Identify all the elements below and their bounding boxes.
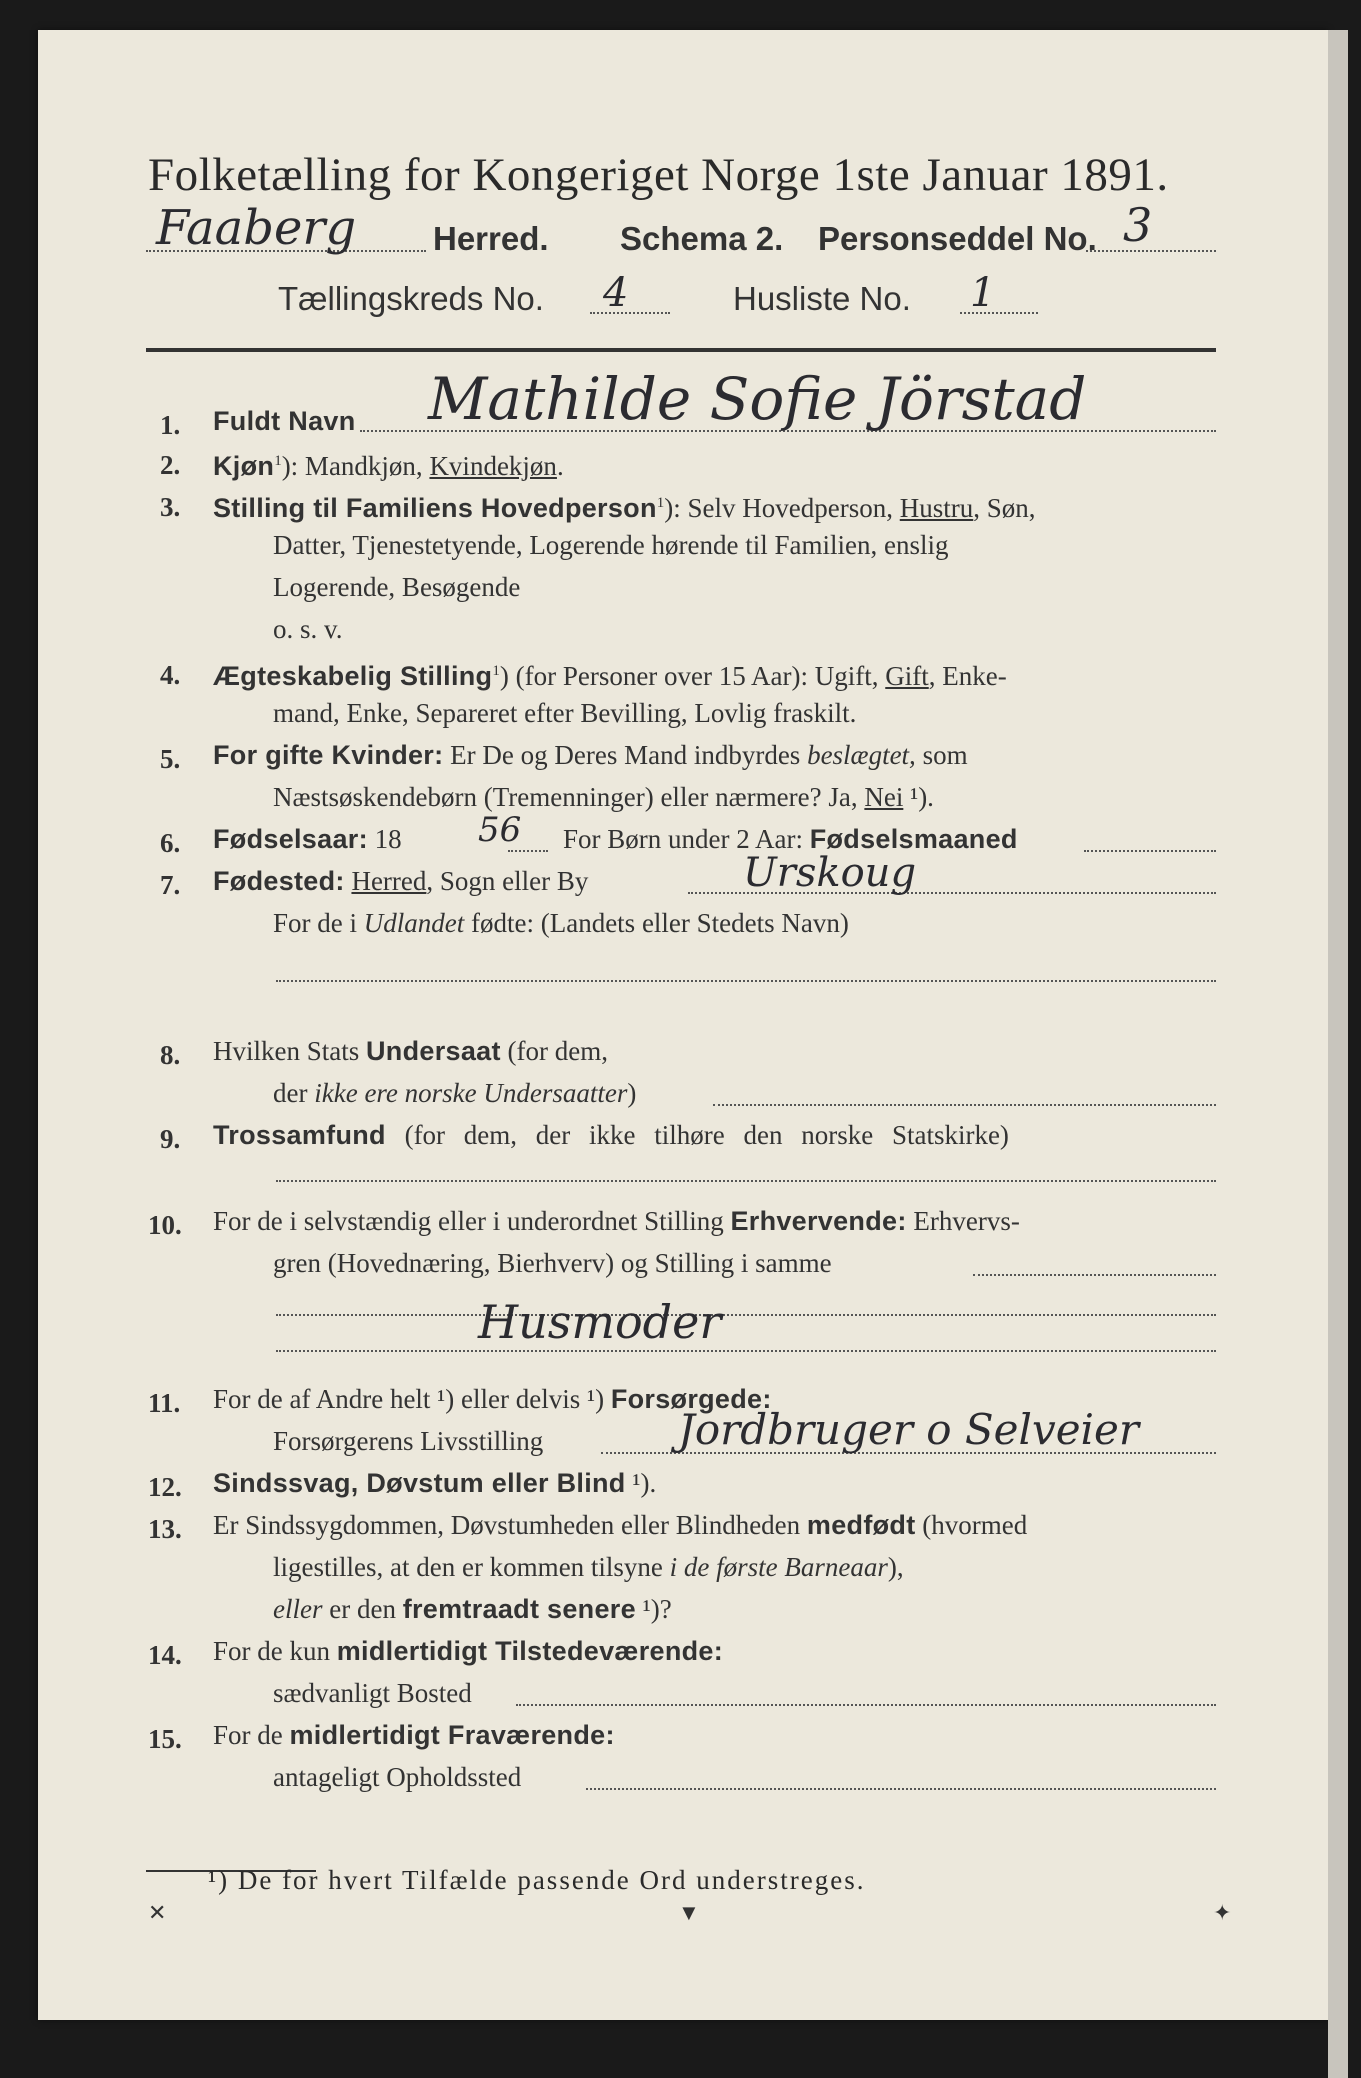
- schema-label: Schema 2.: [620, 220, 784, 257]
- q11-number: 11.: [148, 1388, 181, 1418]
- q5-line1: For gifte Kvinder: Er De og Deres Mand indbyrdes beslægtet, som: [213, 740, 968, 770]
- page-edge: [1328, 30, 1348, 2078]
- q14-line2: sædvanligt Bosted: [273, 1678, 472, 1708]
- q6-label: Fødselsaar: 18: [213, 824, 402, 854]
- q4-line2: mand, Enke, Separeret efter Bevilling, Lovlig fraskilt.: [273, 698, 857, 728]
- taellingskreds-label: Tællingskreds No.: [278, 280, 544, 317]
- q7-abroad-dotted-line: [276, 980, 1216, 982]
- q12-number: 12.: [148, 1472, 182, 1502]
- q11-line1: For de af Andre helt ¹) eller delvis ¹) Forsørgede:: [213, 1384, 772, 1414]
- q10-number: 10.: [148, 1210, 182, 1240]
- binding-mark-left: ✕: [148, 1900, 167, 1925]
- q14-number: 14.: [148, 1640, 182, 1670]
- husliste-value: 1: [970, 270, 996, 316]
- q2-text: Kjøn$^1$): Mandkjøn, Kvindekjøn.: [213, 451, 564, 481]
- q8-dotted-line: [713, 1104, 1216, 1106]
- q7-number: 7.: [160, 870, 181, 900]
- q6-month-dotted-line: [1084, 850, 1216, 852]
- q13-number: 13.: [148, 1514, 182, 1544]
- taellingskreds-value: 4: [603, 270, 629, 316]
- q10-line1: For de i selvstændig eller i underordnet Stilling Erhvervende: Erhvervs-: [213, 1206, 1020, 1236]
- q1-full-name: Mathilde Sofie Jörstad: [428, 365, 1087, 433]
- q15-line2: antageligt Opholdssted: [273, 1762, 522, 1792]
- q10-dotted-line-b: [276, 1314, 1216, 1316]
- q2-number: 2.: [160, 450, 181, 480]
- q10-dotted-line-c: [276, 1350, 1216, 1352]
- q7-line1: Fødested: Herred, Sogn eller By: [213, 866, 589, 896]
- q5-line2: Næstsøskendebørn (Tremenninger) eller nærmere? Ja, Nei ¹).: [273, 782, 934, 812]
- q6-birth-year: 56: [478, 810, 522, 850]
- q12-line1: Sindssvag, Døvstum eller Blind ¹).: [213, 1468, 657, 1498]
- q13-line2: ligestilles, at den er kommen tilsyne i de første Barneaar),: [273, 1552, 904, 1582]
- q6-month-label: For Børn under 2 Aar: Fødselsmaaned: [563, 824, 1018, 854]
- q6-dotted-line: [508, 850, 548, 852]
- q4-number: 4.: [160, 660, 181, 690]
- q3-line3: Logerende, Besøgende: [273, 572, 521, 602]
- q11-line2: Forsørgerens Livsstilling: [273, 1426, 544, 1456]
- q3-line2: Datter, Tjenestetyende, Logerende hørende til Familien, enslig: [273, 530, 949, 560]
- q10-occupation: Husmoder: [478, 1295, 722, 1349]
- q6-number: 6.: [160, 828, 181, 858]
- q4-line1: Ægteskabelig Stilling$^1$) (for Personer over 15 Aar): Ugift, Gift, Enke-: [213, 661, 1007, 691]
- husliste-label: Husliste No.: [733, 280, 911, 317]
- q15-number: 15.: [148, 1724, 182, 1754]
- q5-number: 5.: [160, 744, 181, 774]
- q8-line2: der ikke ere norske Undersaatter): [273, 1078, 637, 1108]
- q14-line1: For de kun midlertidigt Tilstedeværende:: [213, 1636, 724, 1666]
- q15-line1: For de midlertidigt Fraværende:: [213, 1720, 615, 1750]
- q13-line3: eller er den fremtraadt senere ¹)?: [273, 1594, 672, 1624]
- herred-label: Herred.: [433, 220, 549, 257]
- q13-line1: Er Sindssygdommen, Døvstumheden eller Blindheden medfødt (hvormed: [213, 1510, 1028, 1540]
- q9-number: 9.: [160, 1124, 181, 1154]
- q3-number: 3.: [160, 492, 181, 522]
- q15-dotted-line: [586, 1788, 1216, 1790]
- q7-line2: For de i Udlandet fødte: (Landets eller Stedets Navn): [273, 908, 849, 938]
- q9-line1: Trossamfund (for dem, der ikke tilhøre den norske Statskirke): [213, 1120, 1009, 1150]
- q1-number: 1.: [160, 410, 181, 440]
- binding-mark-right: ✦: [1213, 1900, 1232, 1925]
- personseddel-value: 3: [1123, 198, 1153, 252]
- form-title: Folketælling for Kongeriget Norge 1ste Januar 1891.: [148, 149, 1169, 201]
- header-rule: [146, 348, 1216, 352]
- q3-line4: o. s. v.: [273, 614, 343, 644]
- q1-label: Fuldt Navn: [213, 406, 356, 436]
- binding-mark-center: ▼: [678, 1900, 700, 1925]
- q9-dotted-line: [276, 1180, 1216, 1182]
- census-form-page: [38, 30, 1328, 2020]
- q10-dotted-line-a: [973, 1274, 1216, 1276]
- q10-line2: gren (Hovednæring, Bierhverv) og Stilling i samme: [273, 1248, 832, 1278]
- q3-line1: Stilling til Familiens Hovedperson$^1$): Selv Hovedperson, Hustru, Søn,: [213, 493, 1036, 523]
- herred-value: Faaberg: [156, 200, 357, 256]
- taellingskreds-dotted-line: [590, 312, 670, 314]
- q11-provider-occupation: Jordbruger o Selveier: [678, 1405, 1139, 1454]
- personseddel-label: Personseddel No.: [818, 220, 1097, 257]
- q7-birthplace: Urskoug: [743, 850, 917, 896]
- q8-line1: Hvilken Stats Undersaat (for dem,: [213, 1036, 608, 1066]
- footnote: ¹) De for hvert Tilfælde passende Ord understreges.: [208, 1865, 866, 1895]
- q8-number: 8.: [160, 1040, 181, 1070]
- q14-dotted-line: [516, 1704, 1216, 1706]
